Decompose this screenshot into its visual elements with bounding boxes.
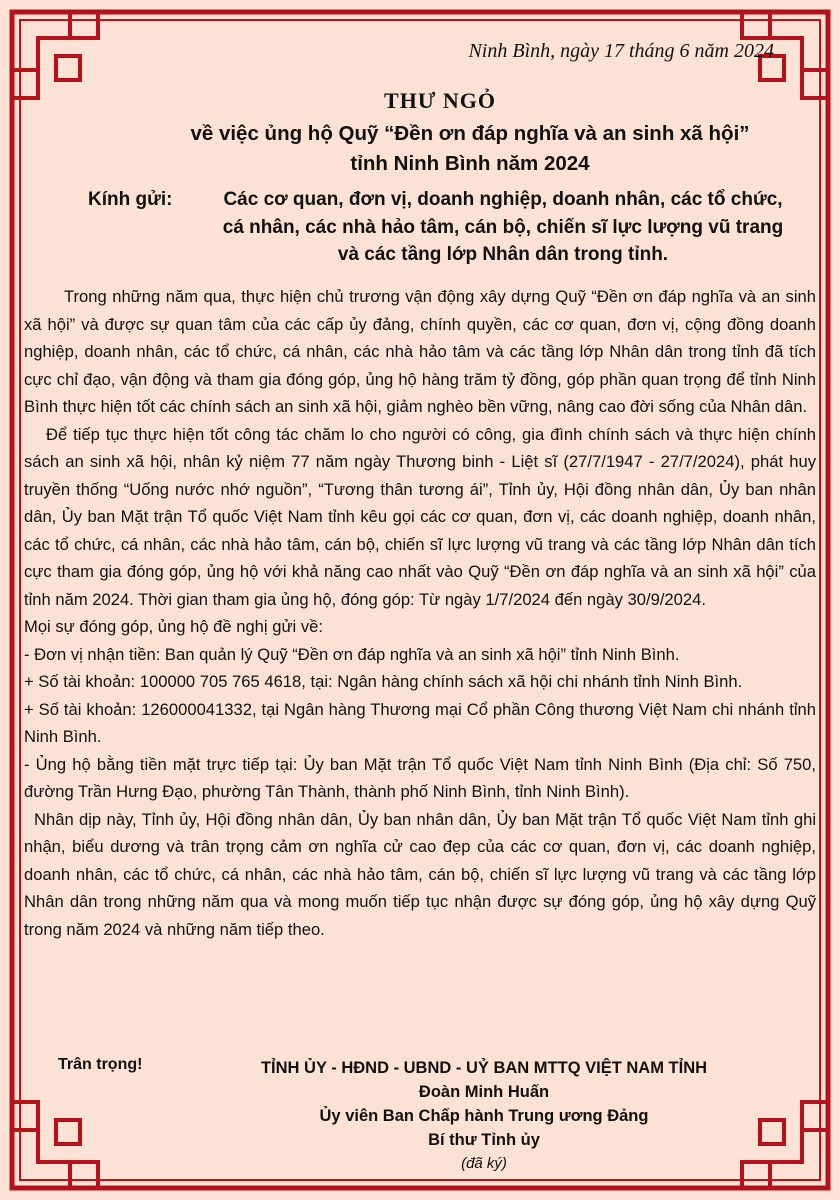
paragraph-thanks: Nhân dịp này, Tỉnh ủy, Hội đồng nhân dân, Ủy ban nhân dân, Ủy ban Mặt trận Tổ quốc Việt Nam tỉnh ghi nhận, biểu dương và trân trọng cảm ơn nghĩa cử cao đẹp của các cơ quan, đơn vị, các doanh nghiệp, doanh nhân, các tổ chức, cá nhân, các nhà hảo tâm, cán bộ, chiến sĩ lực lượng vũ trang và các tầng lớp Nhân dân trong những năm qua và mong muốn tiếp tục nhận được sự đóng góp, ủng hộ xây dựng Quỹ trong năm 2024 và những năm tiếp theo. [24,809,816,939]
signature-block [226,1056,742,1176]
recipients-line-1: Các cơ quan, đơn vị, doanh nghiệp, doanh nhân, các tổ chức, [223,189,783,210]
subtitle-line-2: tỉnh Ninh Bình năm 2024 [350,152,590,175]
signature-name: Đoàn Minh Huấn [418,1083,550,1101]
paragraph-account-2: + Số tài khoản: 126000041332, tại Ngân hàng Thương mại Cổ phần Công thương Việt Nam chi nhánh tỉnh Ninh Bình. [24,699,816,746]
recipients-block [88,186,808,269]
paragraph-cash-address: - Ủng hộ bằng tiền mặt trực tiếp tại: Ủy ban Mặt trận Tổ quốc Việt Nam tỉnh Ninh Bình (Địa chỉ: Số 750, đường Trần Hưng Đạo, phường Tân Thành, thành phố Ninh Bình, tỉnh Ninh Bình). [24,754,816,801]
signature-org: TỈNH ỦY - HĐND - UBND - UỶ BAN MTTQ VIỆT NAM TỈNH [260,1059,708,1077]
subtitle-line-1: về việc ủng hộ Quỹ “Đền ơn đáp nghĩa và an sinh xã hội” [190,122,750,145]
paragraph-appeal: Để tiếp tục thực hiện tốt công tác chăm lo cho người có công, gia đình chính sách và thực hiện chính sách an sinh xã hội, nhân kỷ niệm 77 năm ngày Thương binh - Liệt sĩ (27/7/1947 - 27/7/2024), phát huy truyền thống “Uống nước nhớ nguồn”, “Tương thân tương ái”, Tỉnh ủy, Hội đồng nhân dân, Ủy ban nhân dân, Ủy ban Mặt trận Tổ quốc Việt Nam tỉnh kêu gọi các cơ quan, đơn vị, các doanh nghiệp, doanh nhân, các tổ chức, cá nhân, các nhà hảo tâm, cán bộ, chiến sĩ lực lượng vũ trang và các tầng lớp Nhân dân tích cực tham gia đóng góp, ủng hộ với khả năng cao nhất vào Quỹ “Đền ơn đáp nghĩa và an sinh xã hội” của tỉnh năm 2024. Thời gian tham gia ủng hộ, đóng góp: Từ ngày 1/7/2024 đến ngày 30/9/2024. [24,424,816,609]
signature-position-2: Bí thư Tỉnh ủy [428,1131,540,1149]
closing-regards: Trân trọng! [58,1056,143,1073]
recipients-line-3: và các tầng lớp Nhân dân trong tỉnh. [337,244,669,265]
recipients-label: Kính gửi: [88,189,173,210]
paragraph-account-1: + Số tài khoản: 100000 705 765 4618, tại: Ngân hàng chính sách xã hội chi nhánh tỉnh Ninh Bình. [24,672,743,691]
recipients-line-2: cá nhân, các nhà hảo tâm, cán bộ, chiến sĩ lực lượng vũ trang [222,216,784,238]
document-title: THƯ NGỎ [384,88,496,113]
signature-signed-note: (đã ký) [461,1155,507,1172]
paragraph-intro: Trong những năm qua, thực hiện chủ trương vận động xây dựng Quỹ “Đền ơn đáp nghĩa và an sinh xã hội” và được sự quan tâm của các cấp ủy đảng, chính quyền, các cơ quan, đơn vị, cộng đồng doanh nghiệp, doanh nhân, các tổ chức, cá nhân, các nhà hảo tâm và các tầng lớp Nhân dân trong tỉnh đã tích cực chỉ đạo, vận động và tham gia đóng góp, ủng hộ hàng trăm tỷ đồng, góp phần quan trọng để tỉnh Ninh Bình thực hiện tốt các chính sách an sinh xã hội, giảm nghèo bền vững, nâng cao đời sống của Nhân dân. [24,287,816,416]
paragraph-contribution-intro: Mọi sự đóng góp, ủng hộ đề nghị gửi về: [24,617,323,636]
signature-position-1: Ủy viên Ban Chấp hành Trung ương Đảng [319,1107,649,1125]
document-subtitle [150,119,790,179]
paragraph-receiving-unit: - Đơn vị nhận tiền: Ban quản lý Quỹ “Đền ơn đáp nghĩa và an sinh xã hội” tỉnh Ninh Bình. [24,644,680,664]
letter-body [24,283,816,943]
document-date: Ninh Bình, ngày 17 tháng 6 năm 2024 [468,40,774,62]
